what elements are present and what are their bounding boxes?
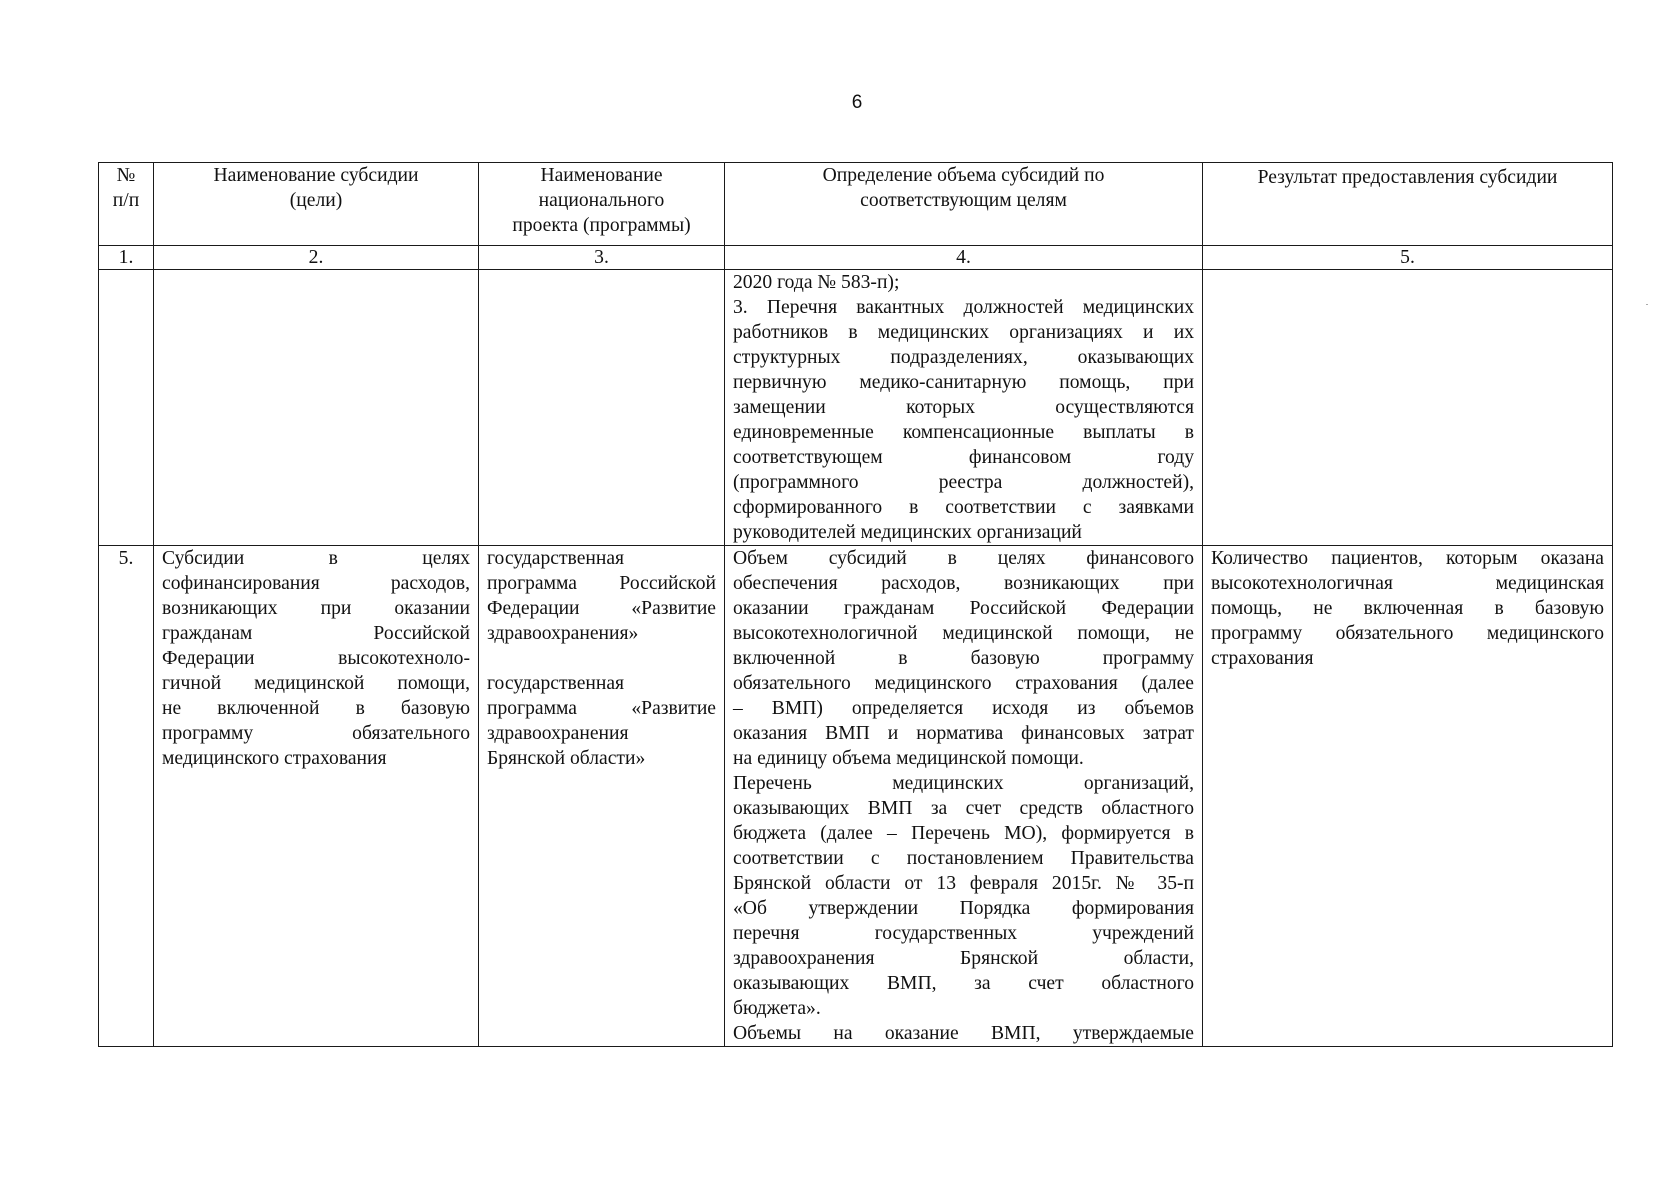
column-number-2: 2. [154,246,479,270]
text-line: Количество пациентов, которым оказана [1211,548,1604,569]
text-line: оказывающих ВМП за счет средств областного [733,798,1194,819]
text-line: программу обязательного медицинского [1211,623,1604,644]
header-num-cell [99,163,154,246]
text-line: 3. Перечня вакантных должностей медицинских [733,297,1194,318]
text-line: Брянской области» [487,748,646,769]
text-line: оказании гражданам Российской Федерации [733,598,1194,619]
header-project-line-2: национального [538,190,665,211]
column-number-3: 3. [479,246,725,270]
table-header-row [99,163,1613,246]
text-line: соответствии с постановлением Правительства [733,848,1194,869]
column-number-4: 4. [725,246,1203,270]
text-line: государственная [487,548,625,569]
cont-num-cell [99,270,154,546]
text-line: на единицу объема медицинской помощи. [733,748,1084,769]
text-line: Федерации высокотехноло- [162,648,470,669]
column-number-5: 5. [1203,246,1613,270]
header-project-line-1: Наименование [540,165,663,186]
header-name-cell [154,163,479,246]
text-line: Брянской области от 13 февраля 2015г. № 35-п [733,873,1194,894]
text-line: Федерации «Развитие [487,598,716,619]
page-number: 6 [851,92,863,113]
header-name-line-1: Наименование субсидии [213,165,419,186]
text-line: не включенной в базовую [162,698,470,719]
text-line: работников в медицинских организациях и их [733,322,1194,343]
text-line: «Об утверждении Порядка формирования [733,898,1194,919]
text-line: включенной в базовую программу [733,648,1194,669]
text-line: – ВМП) определяется исходя из объемов [733,698,1194,719]
text-line: Перечень медицинских организаций, [733,773,1194,794]
text-line: единовременные компенсационные выплаты в [733,422,1194,443]
text-line: перечня государственных учреждений [733,923,1194,944]
text-line: 2020 года № 583-п); [733,272,900,293]
table-row-continuation [99,270,1613,546]
text-line: государственная [487,673,625,694]
row5-project-cell [479,546,725,1047]
text-line: бюджета». [733,998,821,1019]
text-line: сформированного в соответствии с заявками [733,497,1194,518]
header-num-line-2: п/п [112,190,140,211]
text-line: замещении которых осуществляются [733,397,1194,418]
text-line: медицинского страхования [162,748,387,769]
text-line: первичную медико-санитарную помощь, при [733,372,1194,393]
text-line: здравоохранения [487,723,629,744]
text-line: программа Российской [487,573,716,594]
header-volume-cell [725,163,1203,246]
text-line: страхования [1211,648,1314,669]
text-line: соответствующем финансовом году [733,447,1194,468]
cont-volume-cell [725,270,1203,546]
text-line: гичной медицинской помощи, [162,673,470,694]
table-row-5 [99,546,1613,1047]
header-result-line-1: Результат предоставления субсидии [1257,167,1558,188]
text-line: оказания ВМП и норматива финансовых затрат [733,723,1194,744]
text-line: (программного реестра должностей), [733,472,1194,493]
text-line: высокотехнологичная медицинская [1211,573,1604,594]
text-line: гражданам Российской [162,623,470,644]
text-line: высокотехнологичной медицинской помощи, не [733,623,1194,644]
text-line [487,646,716,671]
row5-num-cell: 5. [99,546,154,1047]
cont-project-cell [479,270,725,546]
header-result-cell [1203,163,1613,246]
text-line: обеспечения расходов, возникающих при [733,573,1194,594]
row5-result-cell [1203,546,1613,1047]
text-line: возникающих при оказании [162,598,470,619]
text-line: Объемы на оказание ВМП, утверждаемые [733,1023,1194,1044]
text-line: оказывающих ВМП, за счет областного [733,973,1194,994]
text-line: помощь, не включенная в базовую [1211,598,1604,619]
text-line: структурных подразделениях, оказывающих [733,347,1194,368]
header-num-line-1: № [116,165,136,186]
text-line: руководителей медицинских организаций [733,522,1082,543]
text-line: софинансирования расходов, [162,573,470,594]
column-numbering-row [99,246,1613,270]
text-line: здравоохранения Брянской области, [733,948,1194,969]
cont-name-cell [154,270,479,546]
row5-volume-cell [725,546,1203,1047]
text-line: программа «Развитие [487,698,716,719]
column-number-1: 1. [99,246,154,270]
text-line: бюджета (далее – Перечень МО), формируется в [733,823,1194,844]
text-line: здравоохранения» [487,623,639,644]
header-volume-line-2: соответствующим целям [860,190,1067,211]
row5-name-cell [154,546,479,1047]
header-name-line-2: (цели) [289,190,343,211]
text-line: обязательного медицинского страхования (далее [733,673,1194,694]
cont-result-cell [1203,270,1613,546]
header-volume-line-1: Определение объема субсидий по [822,165,1105,186]
subsidy-table [98,162,1613,1047]
header-project-line-3: проекта (программы) [512,215,691,236]
scan-mark [1646,304,1648,305]
text-line: Субсидии в целях [162,548,470,569]
text-line: Объем субсидий в целях финансового [733,548,1194,569]
header-project-cell [479,163,725,246]
text-line: программу обязательного [162,723,470,744]
